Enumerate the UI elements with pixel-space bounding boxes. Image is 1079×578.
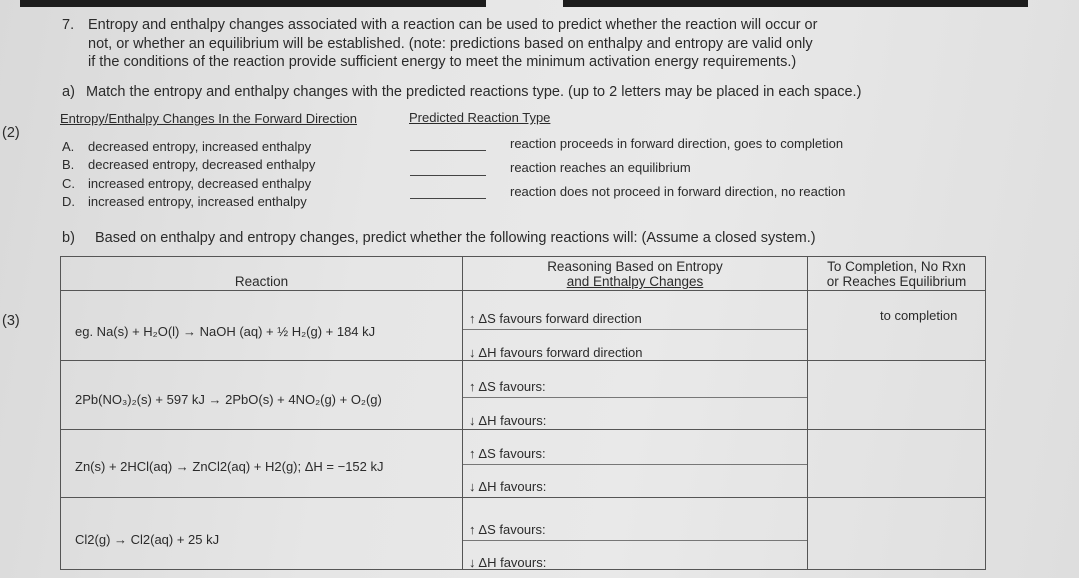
table-header-row <box>61 257 986 291</box>
answer-blank-equilibrium[interactable] <box>410 175 486 176</box>
binding-edge <box>20 0 486 7</box>
table-row <box>61 498 986 570</box>
intro-line: not, or whether an equilibrium will be established. (note: predictions based on enthalpy and entropy are valid only <box>88 36 813 52</box>
entropy-reasoning: ↑ ΔS favours: <box>469 522 546 537</box>
part-b-label: b) <box>62 230 75 246</box>
answer-line <box>463 464 807 465</box>
reaction-cell: Zn(s) + 2HCl(aq) → ZnCl2(aq) + H2(g); ΔH = −152 kJ <box>61 430 463 498</box>
question-number: 7. <box>62 17 75 33</box>
option-text: decreased entropy, decreased enthalpy <box>88 157 316 172</box>
result-cell[interactable] <box>808 498 986 570</box>
reaction-cell: 2Pb(NO₃)₂(s) + 597 kJ → 2PbO(s) + 4NO₂(g) + O₂(g) <box>61 361 463 430</box>
reaction-type: reaction does not proceed in forward direction, no reaction <box>510 184 846 199</box>
reaction-type: reaction proceeds in forward direction, goes to completion <box>510 136 844 151</box>
enthalpy-reasoning: ↓ ΔH favours: <box>469 413 547 428</box>
enthalpy-reasoning: ↓ ΔH favours: <box>469 555 547 570</box>
answer-line <box>463 329 807 330</box>
answer-blank-no-reaction[interactable] <box>410 198 486 199</box>
reaction-type: reaction reaches an equilibrium <box>510 160 691 175</box>
marks-part-a: (2) <box>2 125 20 141</box>
reaction-cell: Cl2(g) → Cl2(aq) + 25 kJ <box>61 498 463 570</box>
left-column-header: Entropy/Enthalpy Changes In the Forward Direction <box>60 111 357 126</box>
header-result: To Completion, No Rxn or Reaches Equilibrium <box>808 257 986 291</box>
option-text: increased entropy, decreased enthalpy <box>88 176 312 191</box>
entropy-reasoning: ↑ ΔS favours: <box>469 379 546 394</box>
table-row <box>61 430 986 498</box>
binding-edge <box>563 0 1028 7</box>
answer-line <box>463 540 807 541</box>
enthalpy-reasoning: ↓ ΔH favours: <box>469 479 547 494</box>
entropy-reasoning: ↑ ΔS favours forward direction <box>469 311 642 326</box>
result-text: to completion <box>880 308 958 323</box>
marks-part-b: (3) <box>2 313 20 329</box>
answer-blank-completion[interactable] <box>410 150 486 151</box>
header-reaction: Reaction <box>61 257 463 291</box>
right-column-header: Predicted Reaction Type <box>409 110 551 125</box>
option-text: decreased entropy, increased enthalpy <box>88 139 312 154</box>
part-b-prompt: Based on enthalpy and entropy changes, predict whether the following reactions will: (Assume a closed system.) <box>95 230 816 246</box>
intro-line: Entropy and enthalpy changes associated with a reaction can be used to predict whether the reaction will occur or <box>88 17 818 33</box>
reaction-cell: eg. Na(s) + H₂O(l) → NaOH (aq) + ½ H₂(g) + 184 kJ <box>61 291 463 361</box>
option-text: increased entropy, increased enthalpy <box>88 194 307 209</box>
option-letter: A. <box>62 139 75 154</box>
table-row <box>61 291 986 361</box>
part-a-prompt: Match the entropy and enthalpy changes with the predicted reactions type. (up to 2 letters may be placed in each space.) <box>86 84 862 100</box>
answer-line <box>463 397 807 398</box>
result-cell[interactable] <box>808 291 986 361</box>
option-letter: B. <box>62 157 75 172</box>
result-cell[interactable] <box>808 430 986 498</box>
reaction-table <box>60 256 986 570</box>
header-reasoning: Reasoning Based on Entropy and Enthalpy Changes <box>463 257 808 291</box>
result-cell[interactable] <box>808 361 986 430</box>
reasoning-cell <box>463 291 808 361</box>
option-letter: C. <box>62 176 75 191</box>
part-a-label: a) <box>62 84 75 100</box>
entropy-reasoning: ↑ ΔS favours: <box>469 446 546 461</box>
reasoning-cell <box>463 498 808 570</box>
enthalpy-reasoning: ↓ ΔH favours forward direction <box>469 345 643 360</box>
intro-line: if the conditions of the reaction provide sufficient energy to meet the minimum activation energy requirements.) <box>88 54 797 70</box>
option-letter: D. <box>62 194 75 209</box>
reasoning-cell <box>463 430 808 498</box>
reasoning-cell <box>463 361 808 430</box>
table-row <box>61 361 986 430</box>
